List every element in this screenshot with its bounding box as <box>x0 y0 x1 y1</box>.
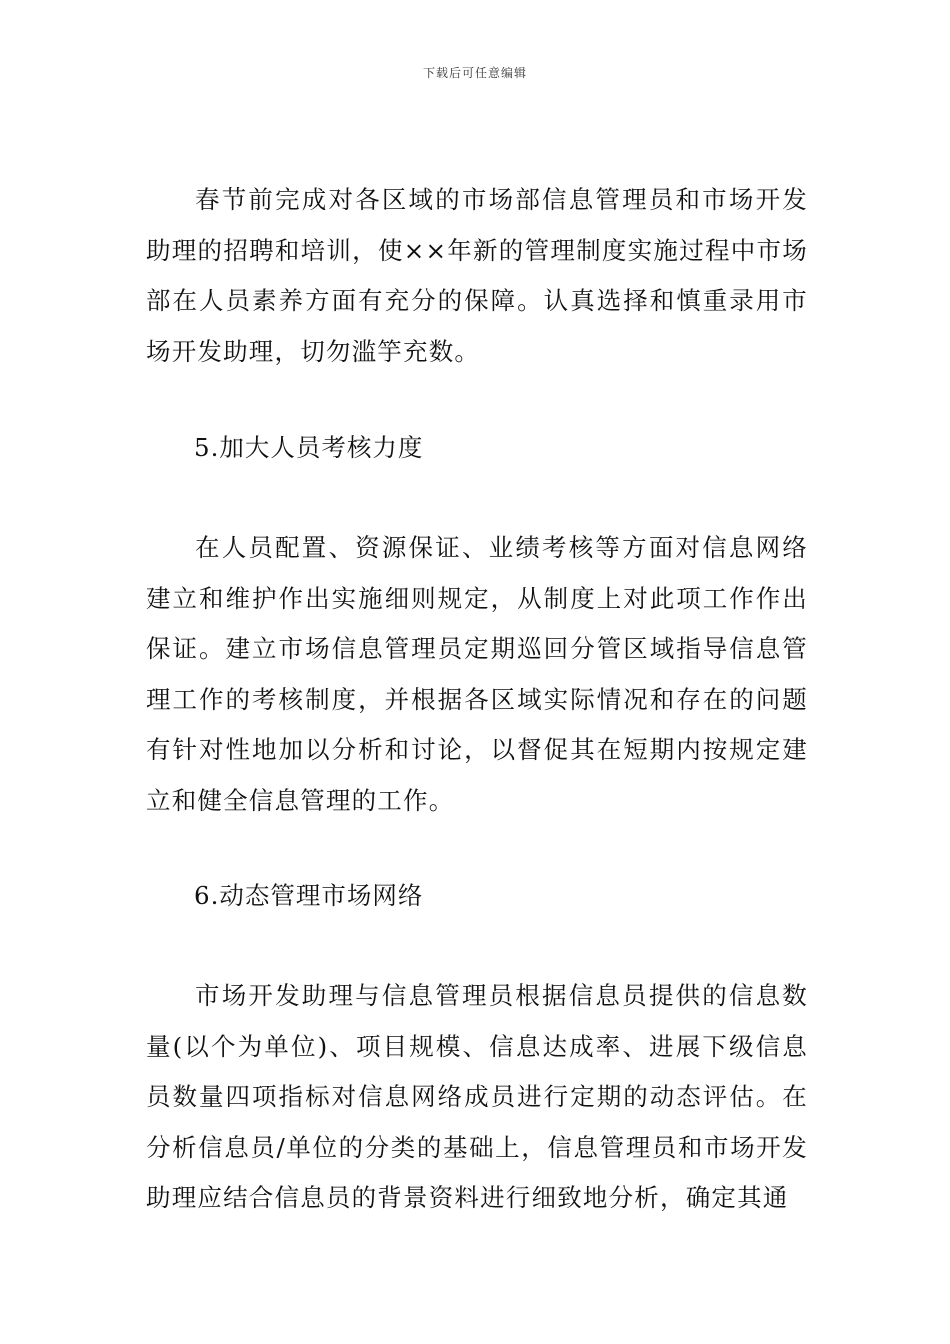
section-heading-5: 5.加大人员考核力度 <box>194 433 424 462</box>
paragraph-text: 在人员配置、资源保证、业绩考核等方面对信息网络建立和维护作出实施细则规定，从制度上对此项工作作出保证。建立市场信息管理员定期巡回分管区域指导信息管理工作的考核制度，并根据各区域实际情况和存在的问题有针对性地加以分析和讨论，以督促其在短期内按规定建立和健全信息管理的工作。 <box>146 533 808 815</box>
paragraph-recruitment <box>146 175 808 377</box>
section-heading-6: 6.动态管理市场网络 <box>194 881 424 910</box>
paragraph-dynamic-management <box>146 971 808 1224</box>
paragraph-assessment <box>146 523 808 826</box>
paragraph-text: 市场开发助理与信息管理员根据信息员提供的信息数量(以个为单位)、项目规模、信息达成率、进展下级信息员数量四项指标对信息网络成员进行定期的动态评估。在分析信息员/单位的分类的基础上，信息管理员和市场开发助理应结合信息员的背景资料进行细致地分析，确定其通 <box>146 981 808 1212</box>
page-header: 下载后可任意编辑 <box>422 66 527 80</box>
paragraph-text: 春节前完成对各区域的市场部信息管理员和市场开发助理的招聘和培训，使××年新的管理制度实施过程中市场部在人员素养方面有充分的保障。认真选择和慎重录用市场开发助理，切勿滥竽充数。 <box>146 185 808 366</box>
